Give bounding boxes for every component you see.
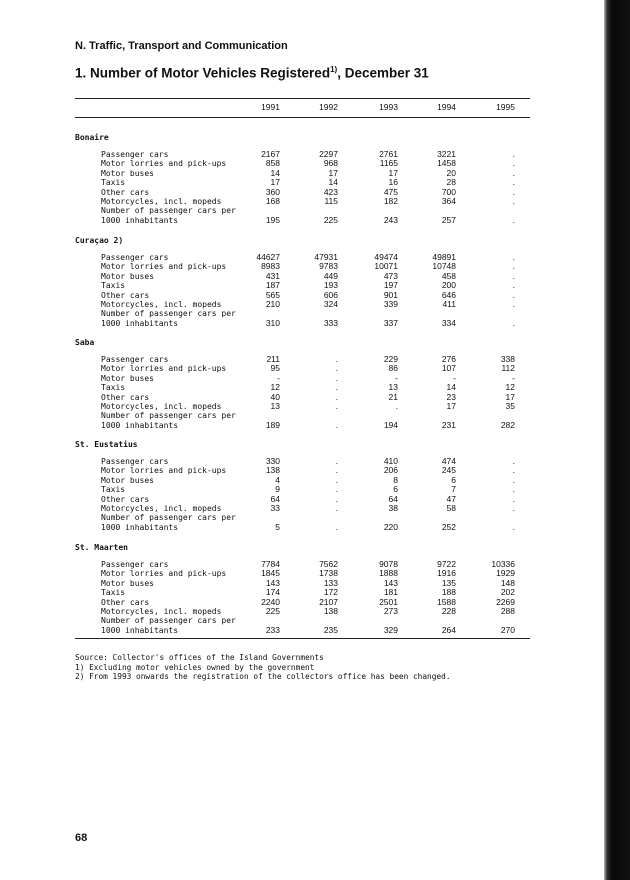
row-label: 1000 inhabitants (101, 215, 179, 225)
table-cell: 360 (265, 186, 280, 197)
row-label: Taxis (101, 178, 126, 188)
table-cell: 10071 (374, 261, 398, 272)
table-cell: 1588 (437, 596, 456, 607)
table-cell: 10748 (432, 261, 456, 272)
table-cell: 6 (451, 474, 456, 485)
table-cell: 187 (265, 280, 280, 291)
row-label: Passenger cars (101, 355, 169, 364)
table-cell: 324 (323, 299, 338, 309)
table-cell: 276 (441, 354, 456, 364)
footnote-ref: 1) (330, 65, 338, 74)
row-label: Taxis (101, 485, 126, 495)
table-cell: 449 (323, 270, 338, 281)
table-cell: 14 (328, 177, 338, 188)
table-cell: . (335, 372, 338, 383)
table-cell: 858 (265, 158, 280, 169)
table-cell: 264 (441, 624, 456, 635)
table-cell: 1916 (437, 568, 456, 579)
table-cell: . (512, 317, 515, 328)
table-cell: . (335, 401, 338, 411)
table-cell: 107 (441, 363, 456, 374)
table-cell: 143 (265, 577, 280, 588)
table-cell: 5 (275, 521, 280, 532)
row-label: Motorcycles, incl. mopeds (101, 504, 222, 513)
table-cell: . (512, 270, 515, 281)
row-label: Passenger cars (101, 457, 169, 466)
row-label: Number of passenger cars per (101, 206, 236, 216)
table-cell: . (335, 354, 338, 364)
table-cell: . (512, 158, 515, 169)
row-label: Motorcycles, incl. mopeds (101, 607, 222, 616)
table-cell: 195 (265, 214, 280, 225)
table-title (75, 65, 429, 81)
table-cell: . (512, 289, 515, 300)
year-header-1992: 1992 (319, 102, 338, 112)
table-cell: . (512, 177, 515, 188)
table-cell: . (512, 493, 515, 504)
table-cell: 200 (441, 280, 456, 291)
table-cell: 33 (270, 503, 280, 513)
table-cell: 181 (383, 587, 398, 598)
table-cell: 23 (446, 391, 456, 402)
table-cell: 64 (388, 493, 398, 504)
table-cell: . (512, 214, 515, 225)
table-cell: 329 (383, 624, 398, 635)
table-cell: . (335, 521, 338, 532)
table-cell: 225 (265, 606, 280, 616)
table-cell: 14 (446, 382, 456, 393)
table-cell: . (335, 456, 338, 466)
table-cell: 229 (383, 354, 398, 364)
footnote-2: 2) From 1993 onwards the registration of the collectors office has been changed. (75, 672, 451, 681)
table-cell: 138 (265, 465, 280, 476)
table-cell: . (512, 521, 515, 532)
table-cell: - (395, 372, 398, 383)
table-cell: 21 (388, 391, 398, 402)
table-cell: - (277, 372, 280, 383)
table-cell: . (335, 382, 338, 393)
table-cell: 334 (441, 317, 456, 328)
table-cell: 233 (265, 624, 280, 635)
table-cell: . (512, 465, 515, 476)
table-cell: . (395, 401, 398, 411)
table-cell: 475 (383, 186, 398, 197)
table-cell: 17 (446, 401, 456, 411)
table-cell: 133 (323, 577, 338, 588)
table-cell: 17 (328, 167, 338, 178)
table-title-suffix: , December 31 (337, 65, 429, 81)
table-cell: 35 (505, 401, 515, 411)
table-cell: . (335, 363, 338, 374)
table-cell: . (512, 261, 515, 272)
table-cell: 288 (500, 606, 515, 616)
table-cell: 901 (383, 289, 398, 300)
table-cell: 2501 (379, 596, 398, 607)
table-cell: . (512, 503, 515, 513)
table-cell: 49474 (374, 252, 398, 262)
table-cell: - (453, 372, 456, 383)
bottom-rule (75, 638, 530, 639)
table-cell: 257 (441, 214, 456, 225)
table-cell: . (335, 493, 338, 504)
table-cell: 58 (446, 503, 456, 513)
table-cell: 1165 (379, 158, 398, 169)
table-cell: . (512, 484, 515, 495)
table-cell: 9 (275, 484, 280, 495)
table-cell: 473 (383, 270, 398, 281)
row-label: Number of passenger cars per (101, 513, 236, 523)
table-cell: 182 (383, 196, 398, 206)
table-cell: 174 (265, 587, 280, 598)
table-cell: 565 (265, 289, 280, 300)
scan-border (604, 0, 630, 880)
row-label: Motor lorries and pick-ups (101, 569, 227, 579)
header-rule (75, 117, 530, 118)
table-cell: . (335, 391, 338, 402)
table-cell: 148 (500, 577, 515, 588)
table-cell: 193 (323, 280, 338, 291)
table-cell: 17 (505, 391, 515, 402)
row-label: Motorcycles, incl. mopeds (101, 300, 222, 309)
table-cell: 206 (383, 465, 398, 476)
table-cell: 6 (393, 484, 398, 495)
row-label: Taxis (101, 281, 126, 291)
table-cell: . (335, 484, 338, 495)
row-label: Other cars (101, 187, 150, 197)
section-header: St. Eustatius (75, 440, 138, 449)
table-cell: 245 (441, 465, 456, 476)
table-cell: . (512, 196, 515, 206)
table-cell: 20 (446, 167, 456, 178)
table-cell: . (335, 503, 338, 513)
table-cell: 333 (323, 317, 338, 328)
table-cell: 189 (265, 419, 280, 430)
table-cell: 1888 (379, 568, 398, 579)
table-cell: 2167 (261, 149, 280, 159)
row-label: Motor buses (101, 475, 154, 485)
table-cell: . (512, 252, 515, 262)
table-cell: . (512, 186, 515, 197)
table-cell: 9078 (379, 559, 398, 569)
table-cell: 17 (270, 177, 280, 188)
year-header-1994: 1994 (437, 102, 456, 112)
table-cell: . (512, 474, 515, 485)
row-label: Taxis (101, 383, 126, 393)
table-cell: 13 (388, 382, 398, 393)
table-cell: . (512, 149, 515, 159)
table-cell: 225 (323, 214, 338, 225)
table-cell: 458 (441, 270, 456, 281)
section-header: Curaçao 2) (75, 236, 124, 245)
row-label: Passenger cars (101, 253, 169, 262)
table-cell: 16 (388, 177, 398, 188)
table-cell: 270 (500, 624, 515, 635)
table-cell: 4 (275, 474, 280, 485)
table-cell: 9783 (319, 261, 338, 272)
table-cell: 211 (266, 354, 280, 364)
row-label: Number of passenger cars per (101, 616, 236, 626)
table-cell: 2269 (496, 596, 515, 607)
table-cell: 8 (393, 474, 398, 485)
table-cell: 168 (265, 196, 280, 206)
row-label: 1000 inhabitants (101, 522, 179, 532)
table-cell: 474 (441, 456, 456, 466)
row-label: Motor lorries and pick-ups (101, 262, 227, 272)
table-cell: 243 (383, 214, 398, 225)
table-cell: 235 (323, 624, 338, 635)
row-label: Other cars (101, 597, 150, 607)
table-cell: 17 (388, 167, 398, 178)
table-cell: 210 (265, 299, 280, 309)
table-cell: - (512, 372, 515, 383)
row-label: Motor lorries and pick-ups (101, 466, 227, 476)
table-cell: 14 (270, 167, 280, 178)
table-cell: 231 (441, 419, 456, 430)
row-label: 1000 inhabitants (101, 318, 179, 328)
table-cell: 172 (323, 587, 338, 598)
row-label: Motor buses (101, 168, 154, 178)
row-label: Other cars (101, 290, 150, 300)
table-cell: . (335, 465, 338, 476)
table-cell: 7 (451, 484, 456, 495)
page-number: 68 (75, 832, 88, 844)
table-cell: . (512, 299, 515, 309)
table-cell: 606 (323, 289, 338, 300)
year-header-1993: 1993 (379, 102, 398, 112)
table-cell: 10336 (491, 559, 515, 569)
top-rule (75, 98, 530, 99)
row-label: Passenger cars (101, 560, 169, 569)
table-cell: 135 (441, 577, 456, 588)
table-cell: 49891 (432, 252, 456, 262)
table-cell: 40 (270, 391, 280, 402)
table-cell: . (512, 456, 515, 466)
table-cell: 194 (383, 419, 398, 430)
table-cell: 47931 (314, 252, 338, 262)
table-cell: . (512, 167, 515, 178)
table-cell: 273 (383, 606, 398, 616)
table-cell: 9722 (437, 559, 456, 569)
row-label: Number of passenger cars per (101, 309, 236, 319)
table-cell: 423 (323, 186, 338, 197)
table-title-text: 1. Number of Motor Vehicles Registered (75, 65, 331, 81)
table-cell: 968 (323, 158, 338, 169)
table-cell: 115 (324, 196, 338, 206)
table-cell: 202 (500, 587, 515, 598)
table-cell: 1458 (437, 158, 456, 169)
table-cell: 12 (505, 382, 515, 393)
section-header: Saba (75, 338, 95, 347)
row-label: Motorcycles, incl. mopeds (101, 197, 222, 206)
table-cell: 95 (270, 363, 280, 374)
table-cell: 2107 (319, 596, 338, 607)
row-label: Motor lorries and pick-ups (101, 364, 227, 374)
table-cell: 2761 (379, 149, 398, 159)
table-cell: 282 (500, 419, 515, 430)
table-cell: 364 (441, 196, 456, 206)
table-cell: 143 (383, 577, 398, 588)
section-heading: N. Traffic, Transport and Communication (75, 40, 288, 52)
table-cell: 112 (501, 363, 515, 374)
table-cell: 138 (323, 606, 338, 616)
row-label: Other cars (101, 494, 150, 504)
table-cell: 330 (265, 456, 280, 466)
year-header-1995: 1995 (496, 102, 515, 112)
table-cell: 646 (441, 289, 456, 300)
section-header: Bonaire (75, 133, 109, 142)
row-label: Motorcycles, incl. mopeds (101, 402, 222, 411)
table-cell: 47 (446, 493, 456, 504)
table-cell: 338 (500, 354, 515, 364)
table-cell: 3221 (437, 149, 456, 159)
table-cell: 7784 (261, 559, 280, 569)
table-cell: 410 (383, 456, 398, 466)
row-label: Other cars (101, 392, 150, 402)
table-cell: . (335, 474, 338, 485)
table-cell: 7562 (319, 559, 338, 569)
table-cell: 337 (383, 317, 398, 328)
table-cell: 2297 (319, 149, 338, 159)
table-cell: 44627 (256, 252, 280, 262)
row-label: 1000 inhabitants (101, 625, 179, 635)
table-cell: 431 (265, 270, 280, 281)
row-label: Motor buses (101, 578, 154, 588)
row-label: 1000 inhabitants (101, 420, 179, 430)
table-cell: 220 (383, 521, 398, 532)
table-cell: 1845 (261, 568, 280, 579)
table-cell: 64 (270, 493, 280, 504)
table-cell: 339 (383, 299, 398, 309)
row-label: Motor buses (101, 271, 154, 281)
row-label: Taxis (101, 588, 126, 598)
footnote-1: 1) Excluding motor vehicles owned by the government (75, 663, 315, 672)
row-label: Motor buses (101, 373, 154, 383)
source-note: Source: Collector's offices of the Island Governments (75, 653, 324, 662)
row-label: Passenger cars (101, 150, 169, 159)
year-header-1991: 1991 (261, 102, 280, 112)
table-cell: 310 (265, 317, 280, 328)
table-cell: 13 (270, 401, 280, 411)
table-cell: 28 (446, 177, 456, 188)
table-cell: 228 (441, 606, 456, 616)
table-cell: 252 (441, 521, 456, 532)
table-cell: 1929 (496, 568, 515, 579)
table-cell: 8983 (261, 261, 280, 272)
table-cell: 197 (383, 280, 398, 291)
table-cell: 188 (441, 587, 456, 598)
table-cell: 411 (442, 299, 456, 309)
table-cell: 12 (270, 382, 280, 393)
section-header: St. Maarten (75, 543, 128, 552)
table-cell: 38 (388, 503, 398, 513)
table-cell: . (512, 280, 515, 291)
table-cell: 86 (388, 363, 398, 374)
table-cell: 1738 (319, 568, 338, 579)
row-label: Number of passenger cars per (101, 411, 236, 421)
row-label: Motor lorries and pick-ups (101, 159, 227, 169)
table-cell: . (335, 419, 338, 430)
table-cell: 700 (441, 186, 456, 197)
table-cell: 2240 (261, 596, 280, 607)
